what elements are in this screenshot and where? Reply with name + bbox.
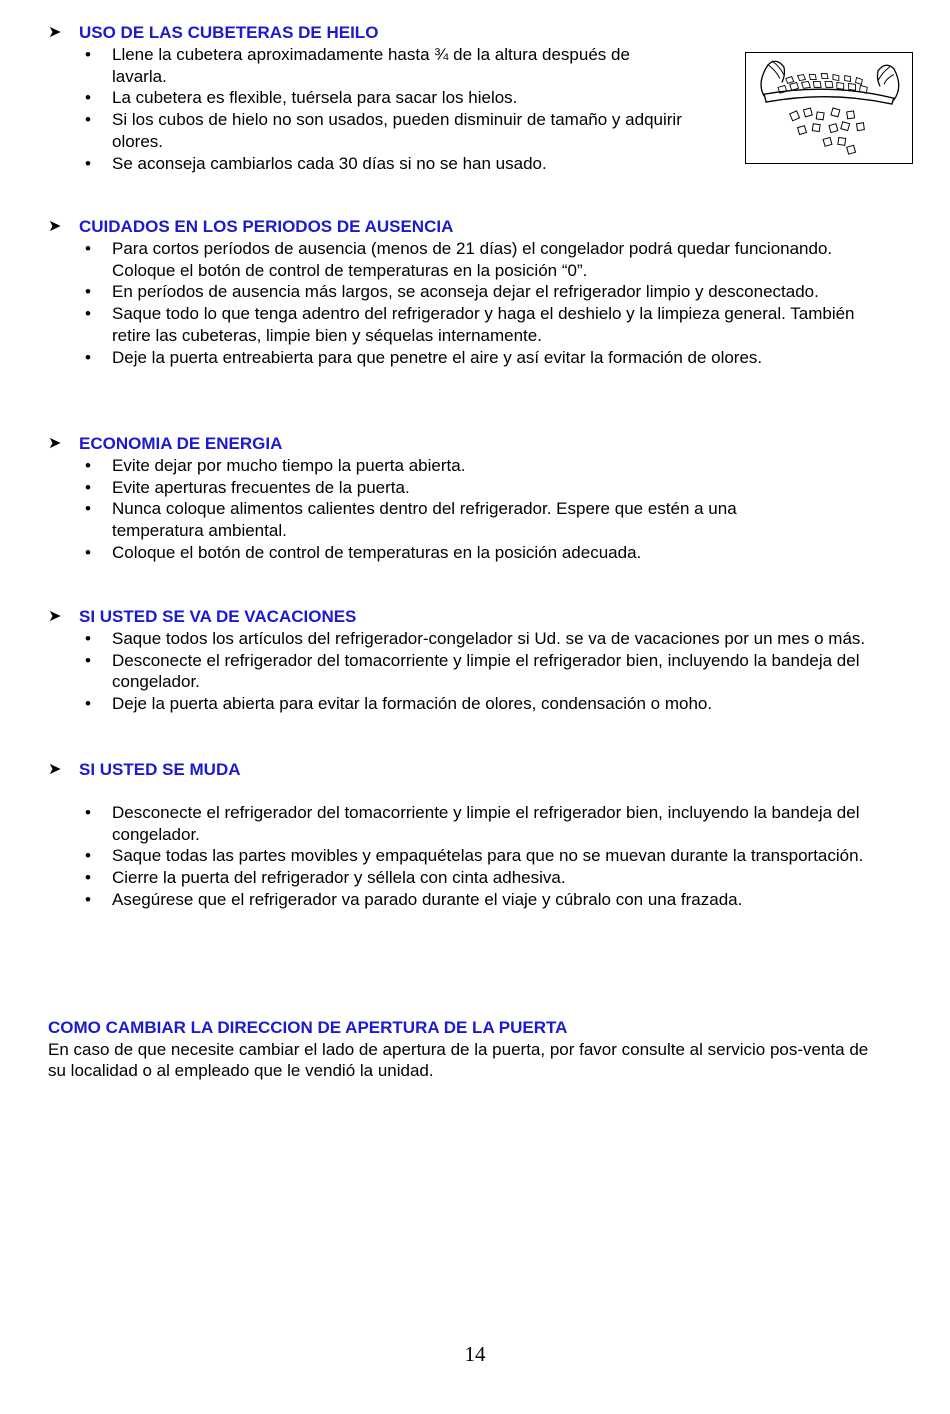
- section-heading: [48, 759, 888, 781]
- list-item: • Llene la cubetera aproximadamente hasta ¾ de la altura después de lavarla.: [48, 44, 688, 87]
- list-item: • Para cortos períodos de ausencia (menos de 21 días) el congelador podrá quedar funcionando. Coloque el botón de control de temperaturas en la posición “0”.: [48, 238, 888, 281]
- bullet-list: [48, 802, 888, 911]
- list-item: • Saque todo lo que tenga adentro del refrigerador y haga el deshielo y la limpieza general. También retire las cubeteras, limpie bien y séquelas internamente.: [48, 303, 888, 346]
- section-heading: [48, 606, 888, 628]
- heading-label: USO DE LAS CUBETERAS DE HEILO: [79, 23, 379, 42]
- list-item: • Cierre la puerta del refrigerador y séllela con cinta adhesiva.: [48, 867, 888, 889]
- bullet-list: [48, 238, 888, 368]
- list-item: • Evite aperturas frecuentes de la puerta.: [48, 477, 818, 499]
- list-item: • Saque todas las partes movibles y empaquételas para que no se muevan durante la transportación.: [48, 845, 888, 867]
- ice-tray-twist-icon: [746, 53, 912, 163]
- arrowhead-bullet-icon: ➤: [48, 608, 62, 625]
- bullet-list: [48, 628, 888, 715]
- bullet-list: [48, 455, 818, 564]
- list-item: • Si los cubos de hielo no son usados, pueden disminuir de tamaño y adquirir olores.: [48, 109, 688, 152]
- ice-tray-illustration: [745, 52, 913, 164]
- heading-label: SI USTED SE VA DE VACACIONES: [79, 607, 357, 626]
- list-item: • Deje la puerta entreabierta para que penetre el aire y así evitar la formación de olores.: [48, 347, 888, 369]
- section-moving: [48, 759, 888, 911]
- heading-label: ECONOMIA DE ENERGIA: [79, 434, 283, 453]
- list-item: • Saque todos los artículos del refrigerador-congelador si Ud. se va de vacaciones por un mes o más.: [48, 628, 888, 650]
- heading-label: CUIDADOS EN LOS PERIODOS DE AUSENCIA: [79, 217, 454, 236]
- list-item: • Nunca coloque alimentos calientes dentro del refrigerador. Espere que estén a una temperatura ambiental.: [48, 498, 818, 541]
- section-energy-saving: [48, 433, 888, 564]
- list-item: • Coloque el botón de control de temperaturas en la posición adecuada.: [48, 542, 818, 564]
- arrowhead-bullet-icon: ➤: [48, 218, 62, 235]
- door-heading: COMO CAMBIAR LA DIRECCION DE APERTURA DE LA PUERTA: [48, 1018, 568, 1037]
- list-item: • Deje la puerta abierta para evitar la formación de olores, condensación o moho.: [48, 693, 888, 715]
- list-item: • Evite dejar por mucho tiempo la puerta abierta.: [48, 455, 818, 477]
- page-number: 14: [464, 1342, 486, 1366]
- section-door-direction: [48, 1017, 878, 1082]
- list-item: • La cubetera es flexible, tuérsela para sacar los hielos.: [48, 87, 688, 109]
- section-heading: [48, 22, 888, 44]
- heading-label: SI USTED SE MUDA: [79, 760, 241, 779]
- door-text: En caso de que necesite cambiar el lado de apertura de la puerta, por favor consulte al servicio pos-venta de su localidad o al empleado que le vendió la unidad.: [48, 1039, 869, 1081]
- section-heading: [48, 433, 888, 455]
- list-item: • Asegúrese que el refrigerador va parado durante el viaje y cúbralo con una frazada.: [48, 889, 888, 911]
- arrowhead-bullet-icon: ➤: [48, 435, 62, 452]
- section-vacation: [48, 606, 888, 715]
- bullet-list: [48, 44, 688, 174]
- section-heading: [48, 216, 888, 238]
- section-absence-care: [48, 216, 888, 368]
- list-item: • Desconecte el refrigerador del tomacorriente y limpie el refrigerador bien, incluyendo la bandeja del congelador.: [48, 802, 888, 845]
- list-item: • Desconecte el refrigerador del tomacorriente y limpie el refrigerador bien, incluyendo la bandeja del congelador.: [48, 650, 888, 693]
- arrowhead-bullet-icon: ➤: [48, 24, 62, 41]
- arrowhead-bullet-icon: ➤: [48, 761, 62, 778]
- list-item: • En períodos de ausencia más largos, se aconseja dejar el refrigerador limpio y desconectado.: [48, 281, 888, 303]
- list-item: • Se aconseja cambiarlos cada 30 días si no se han usado.: [48, 153, 688, 175]
